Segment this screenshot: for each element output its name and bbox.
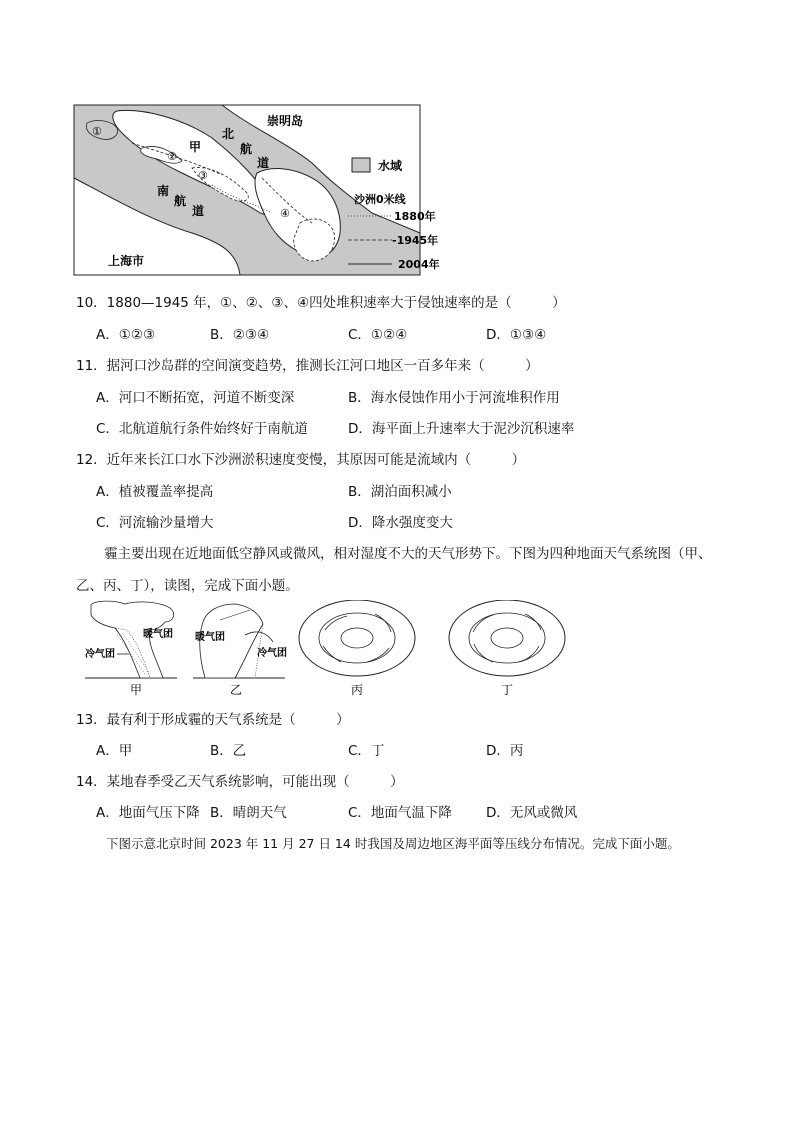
circle-3-label: ③ — [198, 169, 208, 182]
q13-option-c[interactable]: C．丁 — [348, 743, 385, 759]
q12-option-a[interactable]: A．植被覆盖率提高 — [96, 484, 214, 500]
water-legend-swatch — [352, 158, 370, 172]
legend-title: 沙洲0米线 — [354, 193, 406, 206]
caption-yi: 乙 — [230, 683, 243, 697]
jia-cold-label: 冷气团 — [85, 649, 115, 660]
question-14-stem: 14．某地春季受乙天气系统影响，可能出现（ ） — [76, 774, 404, 790]
q11-option-d[interactable]: D．海平面上升速率大于泥沙沉积速率 — [348, 421, 575, 437]
circle-2-label: ② — [167, 150, 177, 163]
legend-water: 水域 — [378, 159, 403, 173]
question-12-stem: 12．近年来长江口水下沙洲淤积速度变慢，其原因可能是流域内（ ） — [76, 452, 526, 468]
nan-label: 南 — [157, 184, 170, 198]
bei-label: 北 — [222, 127, 235, 141]
yi-cold-label: 冷气团 — [257, 648, 287, 659]
hang1-label: 航 — [240, 142, 253, 156]
chongming-label: 崇明岛 — [267, 114, 304, 128]
legend-1945: -1945年 — [392, 234, 439, 247]
q13-option-a[interactable]: A．甲 — [96, 743, 133, 759]
panel-yi — [193, 604, 287, 697]
q13-option-d[interactable]: D．丙 — [486, 743, 524, 759]
intro-isobar: 下图示意北京时间 2023 年 11 月 27 日 14 时我国及周边地区海平面等压线分布情况。完成下面小题。 — [106, 836, 680, 851]
q14-option-b[interactable]: B．晴朗天气 — [210, 805, 287, 821]
jia-label: 甲 — [189, 140, 202, 154]
circle-1-label: ① — [92, 125, 102, 138]
panel-ding — [449, 600, 565, 697]
intro-haze-line2: 乙、丙、丁），读图，完成下面小题。 — [76, 578, 299, 594]
legend-2004: 2004年 — [398, 258, 440, 271]
estuary-map — [72, 103, 452, 278]
caption-ding: 丁 — [501, 683, 514, 697]
q10-option-b[interactable]: B．②③④ — [210, 327, 270, 343]
hang2-label: 航 — [174, 194, 187, 208]
jia-warm-label: 暖气团 — [143, 629, 173, 640]
shanghai-label: 上海市 — [108, 254, 145, 268]
question-13-stem: 13．最有利于形成霾的天气系统是（ ） — [76, 712, 350, 728]
circle-4-label: ④ — [280, 207, 290, 220]
dao2-label: 道 — [192, 204, 205, 218]
caption-jia: 甲 — [130, 683, 143, 697]
caption-bing: 丙 — [351, 683, 364, 697]
q10-option-c[interactable]: C．①②④ — [348, 327, 408, 343]
legend-1880: 1880年 — [394, 210, 436, 223]
weather-systems-figure — [85, 600, 575, 700]
q14-option-c[interactable]: C．地面气温下降 — [348, 805, 452, 821]
q11-option-b[interactable]: B．海水侵蚀作用小于河流堆积作用 — [348, 390, 560, 406]
intro-haze-line1: 霾主要出现在近地面低空静风或微风，相对湿度不大的天气形势下。下图为四种地面天气系统图（甲、 — [104, 546, 712, 562]
dao1-label: 道 — [257, 156, 270, 170]
q10-option-d[interactable]: D．①③④ — [486, 327, 547, 343]
q14-option-d[interactable]: D．无风或微风 — [486, 805, 578, 821]
question-10-stem: 10．1880—1945 年，①、②、③、④四处堆积速率大于侵蚀速率的是（ ） — [76, 295, 566, 311]
q12-option-d[interactable]: D．降水强度变大 — [348, 515, 453, 531]
q11-option-c[interactable]: C．北航道航行条件始终好于南航道 — [96, 421, 308, 437]
q12-option-c[interactable]: C．河流输沙量增大 — [96, 515, 214, 531]
q12-option-b[interactable]: B．湖泊面积减小 — [348, 484, 452, 500]
question-11-stem: 11．据河口沙岛群的空间演变趋势，推测长江河口地区一百多年来（ ） — [76, 358, 539, 374]
panel-bing — [299, 600, 415, 697]
q11-option-a[interactable]: A．河口不断拓宽，河道不断变深 — [96, 390, 295, 406]
panel-jia — [85, 601, 177, 697]
q10-option-a[interactable]: A．①②③ — [96, 327, 156, 343]
q14-option-a[interactable]: A．地面气压下降 — [96, 805, 200, 821]
yi-warm-label: 暖气团 — [195, 632, 225, 643]
q13-option-b[interactable]: B．乙 — [210, 743, 247, 759]
